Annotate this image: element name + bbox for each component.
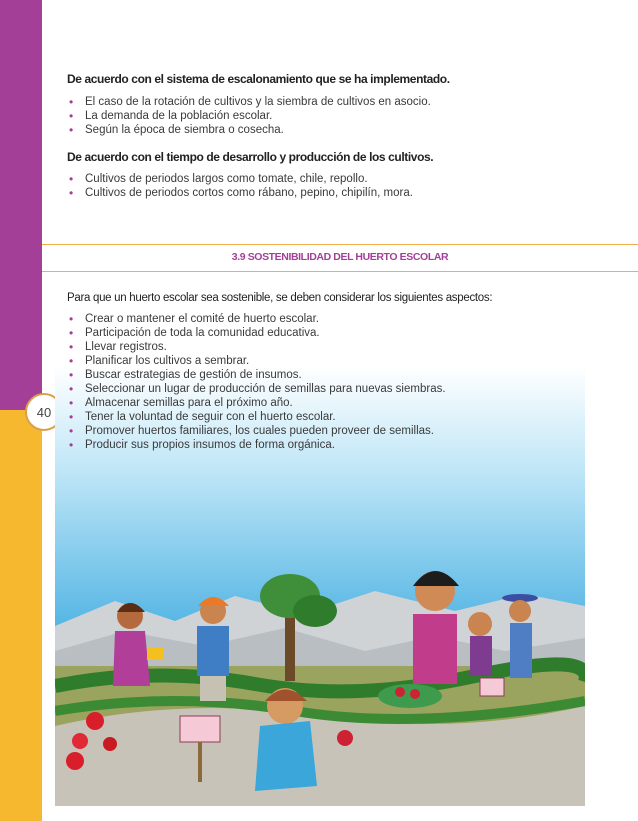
list-item: • El caso de la rotación de cultivos y la siembra de cultivos en asocio. xyxy=(67,95,431,109)
list-item: • Seleccionar un lugar de producción de semillas para nuevas siembras. xyxy=(67,382,446,396)
list-item: • Según la época de siembra o cosecha. xyxy=(67,123,431,137)
soil-rows xyxy=(55,706,585,806)
list-item: • Cultivos de periodos largos como tomate, chile, repollo. xyxy=(67,172,413,186)
section1-heading: De acuerdo con el sistema de escalonamiento que se ha implementado. xyxy=(67,72,450,86)
list-item: • Cultivos de periodos cortos como rábano, pepino, chipilín, mora. xyxy=(67,186,413,200)
tree-canopy xyxy=(293,595,337,627)
list-item: • Almacenar semillas para el próximo año. xyxy=(67,396,446,410)
section2-list xyxy=(67,172,413,200)
section1-list xyxy=(67,95,431,137)
list-item: • Crear o mantener el comité de huerto escolar. xyxy=(67,312,446,326)
list-item: • Producir sus propios insumos de forma orgánica. xyxy=(67,438,446,452)
intro-text: Para que un huerto escolar sea sostenible, se deben considerar los siguientes aspectos: xyxy=(67,292,493,304)
list-item: • Tener la voluntad de seguir con el huerto escolar. xyxy=(67,410,446,424)
section3-list xyxy=(67,312,446,452)
section-title: 3.9 SOSTENIBILIDAD DEL HUERTO ESCOLAR xyxy=(231,251,449,263)
section-title-bar xyxy=(42,244,638,272)
garden-sign xyxy=(480,678,504,696)
list-item: • Planificar los cultivos a sembrar. xyxy=(67,354,446,368)
list-item: • Promover huertos familiares, los cuales pueden proveer de semillas. xyxy=(67,424,446,438)
person-girl xyxy=(468,612,492,676)
list-item: • Participación de toda la comunidad educativa. xyxy=(67,326,446,340)
person-cap xyxy=(197,597,229,701)
list-item: • La demanda de la población escolar. xyxy=(67,109,431,123)
page-number: 40 xyxy=(36,404,52,420)
list-item: • Llevar registros. xyxy=(67,340,446,354)
section2-heading: De acuerdo con el tiempo de desarrollo y producción de los cultivos. xyxy=(67,150,434,164)
left-band-yellow xyxy=(0,410,42,821)
left-band-purple xyxy=(0,0,42,410)
list-item: • Buscar estrategias de gestión de insumos. xyxy=(67,368,446,382)
